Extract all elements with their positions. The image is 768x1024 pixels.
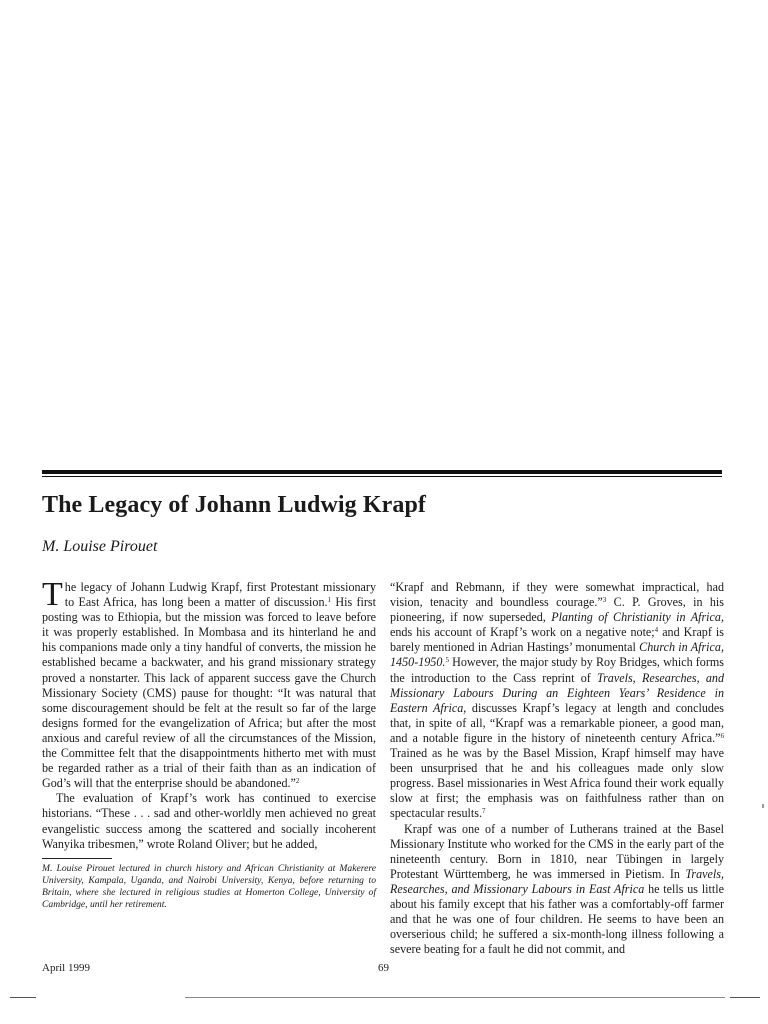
footnote-ref: 7 [482, 807, 486, 816]
right-paragraph-2: Krapf was one of a number of Lutherans trained at the Basel Missionary Institute who worked for the CMS in the early part of the nineteenth century. Born in 1810, near Tübingen in largely Protestant Württemberg, he was immersed in Pietism. In Travels, Researches, and Missionary Labours in East Africa he tells us little about his family except that his father was a comfortably-off farmer and that he was one of four children. He seems to have been an overserious child; he suffered a six-month-long illness following a severe beating for a fault he did not commit, and [390, 821, 724, 957]
footnote-ref: 4 [654, 626, 659, 635]
header-rule-thin [42, 476, 722, 477]
bottom-scan-line [10, 997, 36, 998]
bottom-scan-line [185, 997, 725, 998]
left-paragraph-1: The legacy of Johann Ludwig Krapf, first Protestant missionary to East Africa, has long been a matter of discussion.$^1$ His first posting was to Ethiopia, but the mission was forced to leave before it was properly established. In Mombasa and its hinterland he and his companions made only a tiny handful of converts, the mission he established became a backwater, and his grand missionary strategy proved a nonstarter. This lack of apparent success gave the Church Missionary Society (CMS) pause for thought: “It was natural that some discouragement should be felt at the result so far of the large designs formed for the evangelization of Africa; but after the most anxious and careful review of all the circumstances of the Mission, the Committee felt that the disappointments hitherto met with must be regarded rather as a trial of their faith than as an indication of God’s will that the enterprise should be abandoned.”$^2$ [42, 576, 376, 791]
header-rule-thick [42, 470, 722, 474]
right-column [390, 580, 724, 957]
book-title: Travels, Researches, and Missionary Labours in East Africa [390, 866, 724, 896]
footnote-rule [42, 858, 112, 859]
left-column [42, 576, 376, 912]
drop-cap: T [42, 576, 63, 613]
footer-issue-date: April 1999 [42, 962, 90, 974]
author-bio-note: M. Louise Pirouet lectured in church history and African Christianity at Makerere University, Kampala, Uganda, and Nairobi University, Kenya, before returning to Britain, where she lectured in religious studies at Homerton College, University of Cambridge, until her retirement. [42, 862, 376, 911]
margin-mark [762, 804, 764, 808]
article-title: The Legacy of Johann Ludwig Krapf [42, 492, 427, 518]
book-title: Planting of Christianity in Africa, [551, 610, 724, 625]
book-title: Church in Africa, 1450-1950. [390, 640, 724, 670]
footnote-ref: 6 [720, 731, 724, 740]
book-title: Travels, Researches, and Missionary Labours During an Eighteen Years’ Residence in Eastern Africa, [390, 670, 724, 715]
footnote-ref: 5 [445, 656, 449, 665]
left-paragraph-2: The evaluation of Krapf’s work has continued to exercise historians. “These . . . sad and other-worldly men achieved no great evangelistic success among the scattered and socially incoherent Wanyika tribesmen,” wrote Roland Oliver; but he added, [42, 791, 376, 851]
footnote-ref: 3 [602, 596, 607, 605]
article-author: M. Louise Pirouet [42, 538, 158, 555]
footnote-ref: 1 [327, 596, 332, 605]
right-paragraph-1: “Krapf and Rebmann, if they were somewhat impractical, had vision, tenacity and boundless courage.”$^3$ C. P. Groves, in his pioneering, if now superseded, Planting of Christianity in Africa, ends his account of Krapf’s work on a negative note;$^4$ and Krapf is barely mentioned in Adrian Hastings’ monumental Church in Africa, 1450-1950.$^5$ However, the major study by Roy Bridges, which forms the introduction to the Cass reprint of Travels, Researches, and Missionary Labours During an Eighteen Years’ Residence in Eastern Africa, discusses Krapf’s legacy at length and concludes that, in spite of all, “Krapf was a remarkable pioneer, a good man, and a notable figure in the history of nineteenth century Africa.”$^6$ Trained as he was by the Basel Mission, Krapf himself may have been unsurprised that he and his colleagues made only slow progress. Basel missionaries in West Africa found their work equally slow at first; the emphasis was on faithfulness rather than on spectacular results.$^7$ [390, 580, 725, 821]
bottom-scan-line [730, 997, 760, 998]
footnote-ref: 2 [295, 777, 300, 786]
footer-page-number: 69 [378, 962, 389, 974]
